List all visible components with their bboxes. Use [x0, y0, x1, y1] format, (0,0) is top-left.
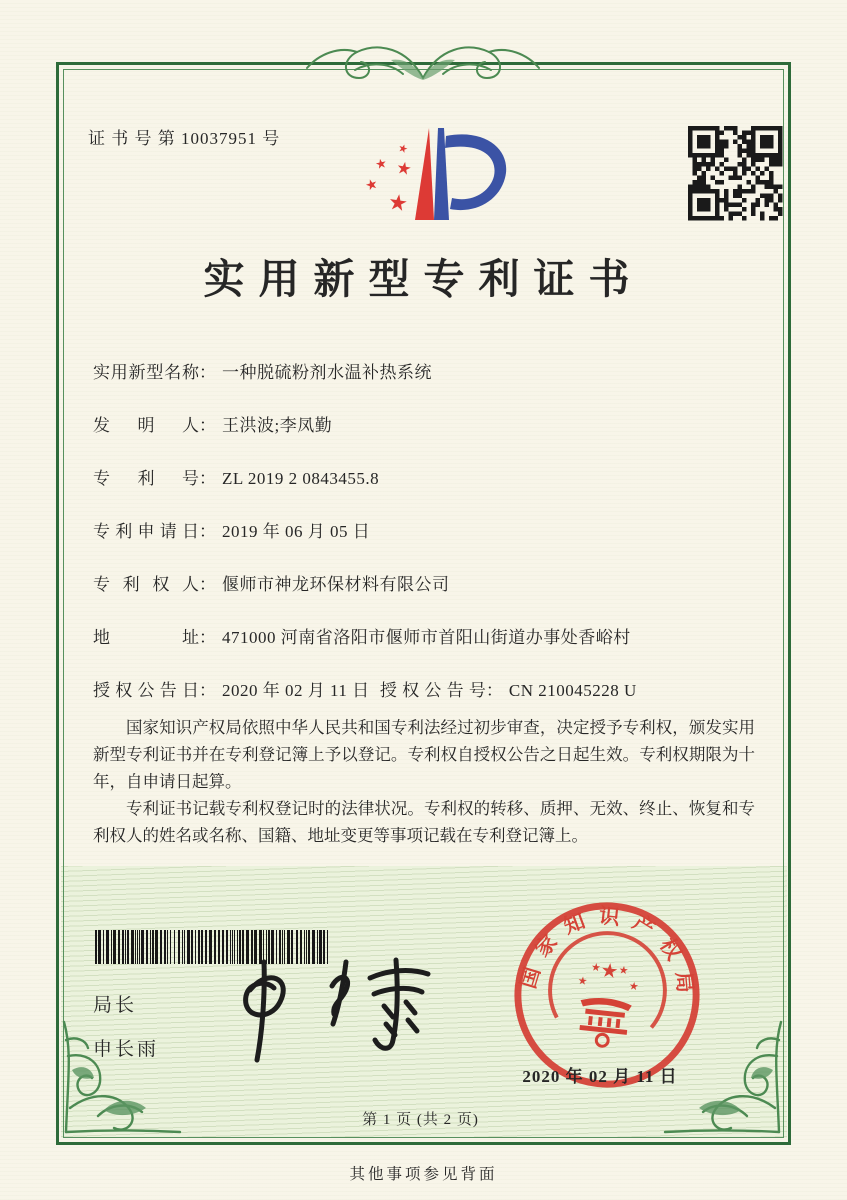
- svg-text:★: ★: [374, 156, 389, 174]
- field-label: 发明人: [93, 416, 199, 435]
- field-value: 471000 河南省洛阳市偃师市首阳山街道办事处香峪村: [222, 628, 631, 647]
- field-value: 王洪波;李凤勤: [222, 416, 333, 435]
- legal-text: [93, 714, 755, 849]
- field-label: 授权公告号: [379, 681, 486, 700]
- field-value: ZL 2019 2 0843455.8: [222, 469, 380, 488]
- svg-text:★: ★: [599, 958, 620, 984]
- field-row-name: 实用新型名称： 一种脱硫粉剂水温补热系统: [93, 363, 432, 382]
- officer-name: 申长雨: [93, 1039, 160, 1060]
- svg-text:★: ★: [628, 979, 640, 994]
- field-row-patent-no: 专利号： ZL 2019 2 0843455.8: [93, 469, 380, 488]
- officer-title: 局长: [93, 995, 138, 1016]
- back-note: 其他事项参见背面: [349, 1166, 498, 1183]
- certificate-fields: [93, 363, 757, 734]
- signature: [212, 950, 447, 1068]
- page-indicator: 第 1 页 (共 2 页): [362, 1112, 479, 1128]
- national-emblem-icon: [545, 927, 671, 1052]
- svg-text:★: ★: [618, 963, 630, 978]
- field-label: 专利号: [93, 469, 199, 488]
- field-value: 2019 年 06 月 05 日: [222, 522, 371, 541]
- field-label: 地址: [93, 628, 199, 647]
- svg-text:★: ★: [394, 157, 414, 181]
- certificate-number: 证 书 号 第 10037951 号: [88, 129, 281, 148]
- svg-text:★: ★: [363, 175, 381, 195]
- field-value: CN 210045228 U: [508, 681, 637, 700]
- field-row-address: 地址： 471000 河南省洛阳市偃师市首阳山街道办事处香峪村: [93, 628, 631, 647]
- legal-paragraph-2: 专利证书记载专利权登记时的法律状况。专利权的转移、质押、无效、终止、恢复和专利权人的姓名或名称、国籍、地址变更等事项记载在专利登记簿上。: [93, 799, 755, 845]
- svg-text:★: ★: [396, 140, 410, 157]
- svg-text:★: ★: [590, 960, 602, 975]
- field-row-grant: 授权公告日： 2020 年 02 月 11 日 授权公告号： CN 210045228 U: [93, 681, 637, 700]
- field-row-inventor: 发明人： 王洪波;李凤勤: [93, 416, 333, 435]
- svg-text:国家知识产权局: [516, 897, 706, 1008]
- legal-paragraph-1: 国家知识产权局依照中华人民共和国专利法经过初步审查，决定授予专利权，颁发实用新型专利证书并在专利登记簿上予以登记。专利权自授权公告之日起生效。专利权期限为十年，自申请日起算。: [93, 718, 755, 791]
- field-label: 授权公告日: [93, 681, 199, 700]
- seal-ring-text: 国家知识产权局: [516, 904, 698, 1006]
- top-flourish-ornament-icon: [303, 34, 543, 90]
- field-label: 实用新型名称: [93, 363, 199, 382]
- field-label: 专利权人: [93, 575, 199, 594]
- certificate-title: 实用新型专利证书: [203, 256, 644, 302]
- seal-date: 2020 年 02 月 11 日: [522, 1067, 678, 1086]
- cnipa-logo-icon: [342, 108, 517, 238]
- qr-code: [688, 126, 784, 222]
- field-label: 专利申请日: [93, 522, 199, 541]
- svg-text:★: ★: [386, 189, 410, 218]
- field-row-filing-date: 专利申请日： 2019 年 06 月 05 日: [93, 522, 371, 541]
- field-value: 偃师市神龙环保材料有限公司: [222, 575, 450, 594]
- field-value: 一种脱硫粉剂水温补热系统: [222, 363, 432, 382]
- svg-text:★: ★: [577, 973, 589, 988]
- field-value: 2020 年 02 月 11 日: [222, 681, 370, 700]
- field-row-patentee: 专利权人： 偃师市神龙环保材料有限公司: [93, 575, 450, 594]
